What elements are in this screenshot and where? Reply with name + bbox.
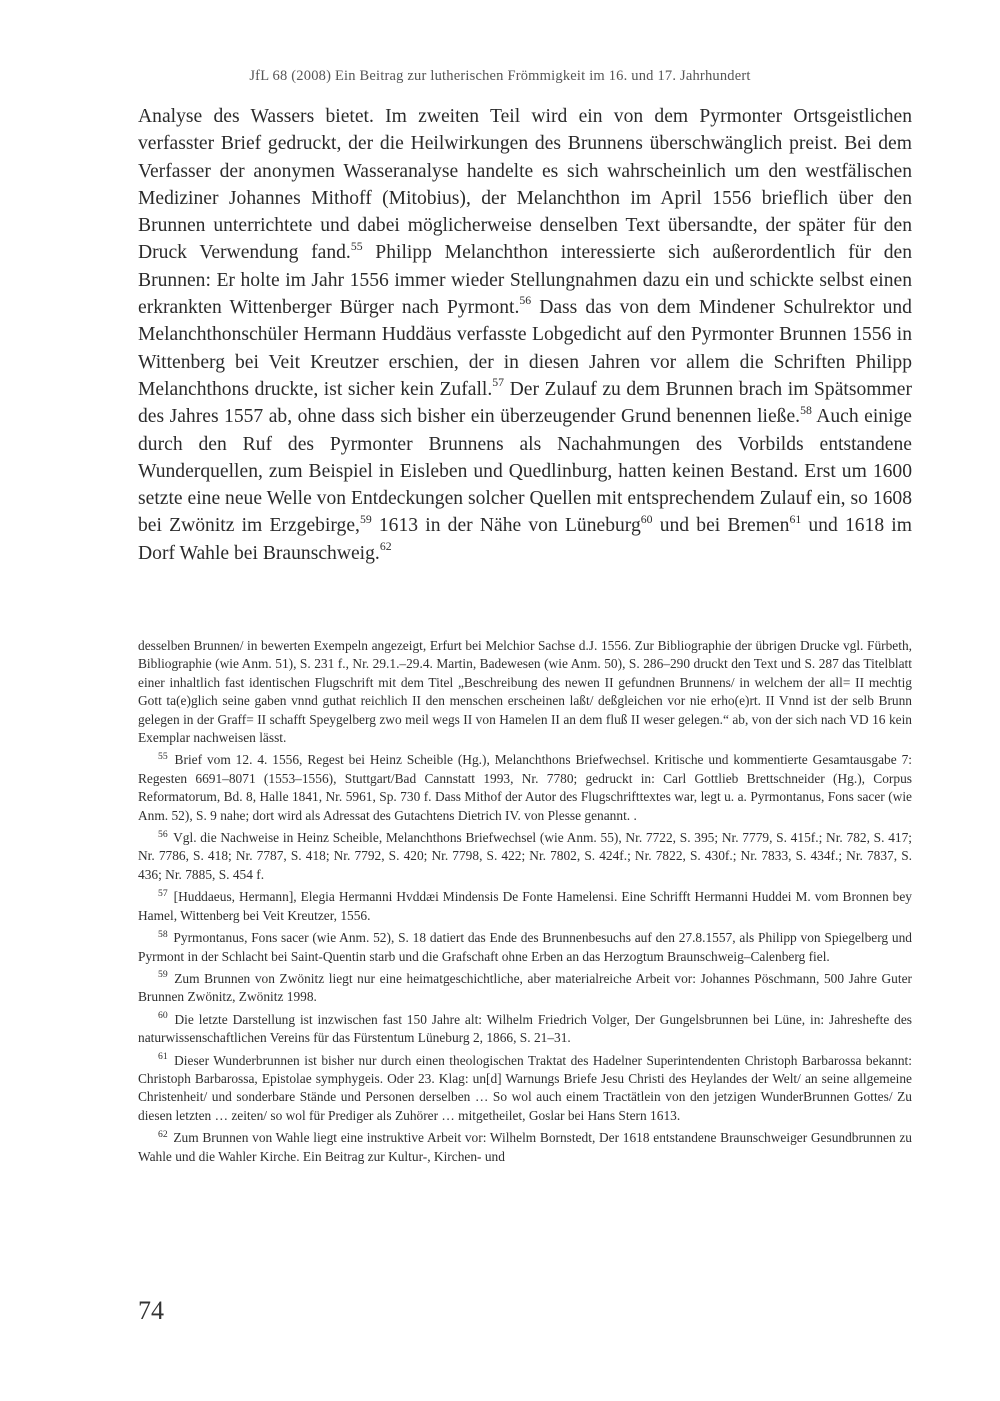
footnote-number: 60 [158,1010,168,1022]
body-paragraph [138,103,912,567]
footnote-text: Brief vom 12. 4. 1556, Regest bei Heinz Scheible (Hg.), Melanchthons Briefwechsel. Kritische und kommentierte Gesamtausgabe 7: Regesten 6691–8071 (1553–1556), Stuttgart/Bad Cannstatt 1993, Nr. 7780; gedruckt in: Carl Gottlieb Brettschneider (Hg.), Corpus Reformatorum, Bd. 8, Halle 1841, Nr. 5961, Sp. 730 f. Dass Mithof der Autor des Flugschrifttextes war, legt u. a. Pyrmontanus, Fons sacer (wie Anm. 52), S. 9 nahe; dort wird als Adressat des Gutachtens Dietrich IV. von Plesse genannt. . [138,752,912,823]
footnote-text: Pyrmontanus, Fons sacer (wie Anm. 52), S. 18 datiert das Ende des Brunnenbesuchs auf den 27.8.1557, als Philipp von Spiegelberg und Pyrmont in der Schlacht bei Saint-Quentin starb und die Grafschaft ohne Erben an das Herzogtum Braunschweig–Calenberg fiel. [138,930,912,964]
footnote-number: 56 [158,828,168,840]
page-number: 74 [138,1296,164,1325]
footnote-ref-58[interactable]: 58 [800,403,812,417]
footnote-text: Vgl. die Nachweise in Heinz Scheible, Melanchthons Briefwechsel (wie Anm. 55), Nr. 7722, S. 395; Nr. 7779, S. 415f.; Nr. 782, S. 417; Nr. 7786, S. 418; Nr. 7787, S. 418; Nr. 7792, S. 420; Nr. 7798, S. 422; Nr. 7802, S. 424f.; Nr. 7822, S. 430f.; Nr. 7833, S. 434f.; Nr. 7837, S. 436; Nr. 7885, S. 454 f. [138,830,912,882]
main-body-text [138,103,912,567]
body-segment: Analyse des Wassers bietet. Im zweiten Teil wird ein von dem Pyrmonter Ortsgeistlichen verfasster Brief gedruckt, der die Heilwirkungen des Brunnens überschwänglich preist. Bei dem Verfasser der anonymen Wasseranalyse handelte es sich wahrscheinlich um den westfälischen Mediziner Johannes Mithoff (Mitobius), der Melanchthon im April 1556 brieflich über den Brunnen unterrichtete und dabei möglicherweise denselben Text übersandte, der später für den Druck Verwendung fand. [138,106,912,264]
footnotes-section [138,637,912,1170]
footnote-text: Zum Brunnen von Zwönitz liegt nur eine heimatgeschichtliche, aber materialreiche Arbeit vor: Johannes Pöschmann, 500 Jahre Guter Brunnen Zwönitz, Zwönitz 1998. [138,970,912,1005]
footnote-number: 57 [158,887,168,899]
footnote-ref-60[interactable]: 60 [640,512,653,526]
footnote-text: Zum Brunnen von Wahle liegt eine instruktive Arbeit vor: Wilhelm Bornstedt, Der 1618 entstandene Braunschweiger Gesundbrunnen zu Wahle und die Wahler Kirche. Ein Beitrag zur Kultur-, Kirchen- und [138,1130,912,1164]
footnote-ref-57[interactable]: 57 [492,376,505,390]
footnote-57 [138,888,912,925]
footnote-55 [138,751,912,825]
footnote-text: Die letzte Darstellung ist inzwischen fast 150 Jahre alt: Wilhelm Friedrich Volger, Der Gungelsbrunnen bei Lüne, in: Jahreshefte des naturwissenschaftlichen Vereins für das Fürstentum Lüneburg 2, 1866, S. 21–31. [138,1011,912,1046]
footnote-61 [138,1052,912,1126]
body-segment: 1613 in der Nähe von Lüneburg [371,515,641,537]
running-header: JfL 68 (2008) Ein Beitrag zur lutherischen Frömmigkeit im 16. und 17. Jahrhundert [249,68,751,84]
body-segment: und 1618 im Dorf Wahle bei Braunschweig. [138,515,912,564]
footnote-text: [Huddaeus, Hermann], Elegia Hermanni Hvddæi Mindensis De Fonte Hamelensi. Eine Schrifft Hermanni Huddei M. vom Bronnen bey Hamel, Wittenberg bei Veit Kreutzer, 1556. [138,889,912,923]
footnote-ref-62[interactable]: 62 [379,540,392,554]
body-segment: Auch einige durch den Ruf des Pyrmonter Brunnens als Nachahmungen des Vorbilds entstandene Wunderquellen, zum Beispiel in Eisleben und Quedlinburg, hatten keinen Bestand. Erst um 1600 setzte eine neue Welle von Entdeckungen solcher Quellen mit entsprechendem Zulauf ein, so 1608 bei Zwönitz im Erzgebirge, [138,406,913,537]
body-segment: Philipp Melanchthon interessierte sich außerordentlich für den Brunnen: Er holte im Jahr 1556 immer wieder Stellungnahmen dazu ein und schickte selbst einen erkrankten Wittenberger Bürger nach Pyrmont. [138,242,912,319]
footnote-60 [138,1011,912,1048]
footnote-ref-55[interactable]: 55 [350,239,363,253]
footnote-number: 58 [158,928,168,940]
footnote-number: 62 [158,1128,168,1140]
footnote-text: desselben Brunnen/ in bewerten Exempeln angezeigt, Erfurt bei Melchior Sachse d.J. 1556. Zur Bibliographie der übrigen Drucke vgl. Fürbeth, Bibliographie (wie Anm. 51), S. 231 f., Nr. 29.1.–29.4. Martin, Badewesen (wie Anm. 50), S. 286–290 druckt den Text und S. 287 das Titelblatt einer inhaltlich fast identischen Flugschrift mit dem Titel „Beschreibung des newen II gefundnen Brunnens/ in welchem der all= II mechtig Gott ta(e)glich seine gaben vnnd guthat reichlich II den menschen erscheinen laßt/ deßgleichen vor nie erho(e)rt. II Vnnd ist der selb Brunn gelegen in der Graff= II schafft Speygelberg zwo meil wegs II von Hamelen II an dem fluß II weser gelegen.“ ab, von der sich nach VD 16 kein Exemplar nachweisen lässt. [138,638,912,746]
footnote-ref-61[interactable]: 61 [789,512,802,526]
footnote-59 [138,970,912,1007]
footnote-58 [138,929,912,966]
footnote-ref-56[interactable]: 56 [519,294,532,308]
footnote-continued [138,637,912,747]
footnote-number: 61 [158,1051,168,1063]
footnote-56 [138,829,912,884]
footnote-number: 59 [158,969,168,981]
body-segment: und bei Bremen [652,515,790,537]
footnote-62 [138,1129,912,1166]
footnote-number: 55 [158,750,168,762]
body-segment: Dass das von dem Mindener Schulrektor und Melanchthonschüler Hermann Huddäus verfasste Lobgedicht auf den Pyrmonter Brunnen 1556 in Wittenberg bei Veit Kreutzer erschien, der in diesen Jahren vor allem die Schriften Philipp Melanchthons druckte, ist sicher kein Zufall. [138,297,912,400]
footnote-text: Dieser Wunderbrunnen ist bisher nur durch einen theologischen Traktat des Hadelner Superintendenten Christoph Barbarossa bekannt: Christoph Barbarossa, Epistolae symphygeis. Oder 23. Klag: un[d] Warnungs Briefe Jesu Christi des Heylandes der Welt/ an seine allgemeine Christenheit/ und sonderbare Stände und Personen derselben … So wol auch einem Tractätlein von den jetzigen WunderBrunnen Gottes/ Zu diesen letzten … zeiten/ so wol für Prediger als Zuhörer … mitgetheilet, Goslar bei Hans Stern 1613. [138,1052,912,1123]
footnote-ref-59[interactable]: 59 [359,512,372,526]
body-segment: Der Zulauf zu dem Brunnen brach im Spätsommer des Jahres 1557 ab, ohne dass sich bisher ein überzeugender Grund benennen ließe. [138,378,912,428]
